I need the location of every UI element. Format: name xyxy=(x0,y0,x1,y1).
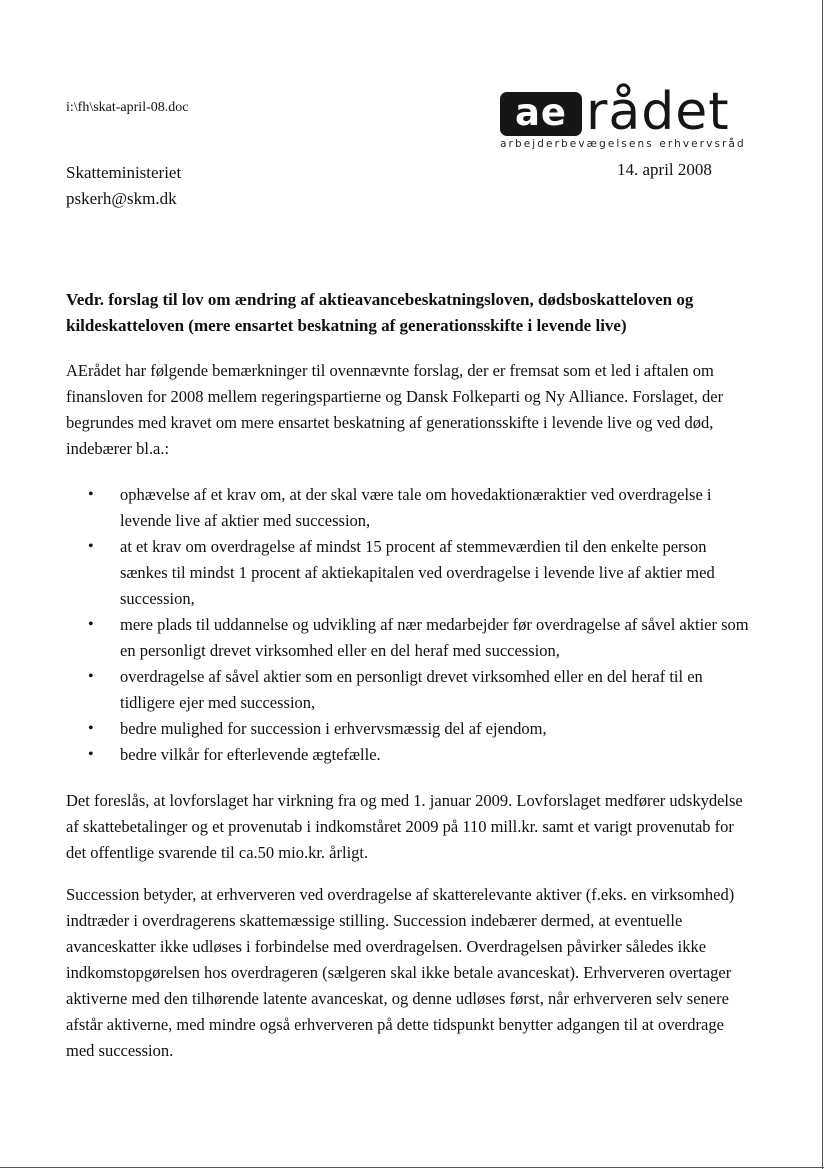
list-item-text: mere plads til uddannelse og udvikling af nær medarbejder før overdragelse af såvel aktier som en personligt drevet virksomhed eller en del heraf med succession, xyxy=(120,615,749,660)
file-path: i:\fh\skat-april-08.doc xyxy=(66,100,189,115)
intro-paragraph: AErådet har følgende bemærkninger til ovennævnte forslag, der er fremsat som et led i aftalen om finansloven for 2008 mellem regeringspartierne og Dansk Folkeparti og Ny Alliance. Forslaget, der begrundes med kravet om mere ensartet beskatning af generationsskifte i levende live og ved død, indebærer bl.a.: xyxy=(66,361,724,458)
list-item xyxy=(88,664,758,716)
recipient-block xyxy=(66,160,181,212)
bullet-icon: • xyxy=(88,746,94,763)
list-item-text: bedre vilkår for efterlevende ægtefælle. xyxy=(120,745,381,764)
list-item-text: at et krav om overdragelse af mindst 15 procent af stemmeværdien til den enkelte person sænkes til mindst 1 procent af aktiekapitalen ved overdragelse i levende live af aktier med succession, xyxy=(120,537,715,608)
list-item-text: overdragelse af såvel aktier som en personligt drevet virksomhed eller en del heraf til en tidligere ejer med succession, xyxy=(120,667,703,712)
succession-paragraph: Succession betyder, at erhververen ved overdragelse af skatterelevante aktiver (f.eks. en virksomhed) indtræder i overdragerens skattemæssige stilling. Succession indebærer dermed, at eventuelle avanceskatter ikke udløses i forbindelse med overdragelsen. Overdragelsen påvirker således ikke indkomstopgørelsen hos overdrageren (sælgeren skal ikke betale avanceskat). Erhververen overtager aktiverne med den tilhørende latente avanceskat, og denne udløses først, når erhververen selv senere afstår aktiverne, med mindre også erhververen på dette tidspunkt benytter adgangen til at overdrage med succession. xyxy=(66,885,735,1060)
list-item xyxy=(88,742,758,768)
ae-raadet-logo xyxy=(500,82,758,154)
bullet-icon: • xyxy=(88,668,94,685)
list-item-text: bedre mulighed for succession i erhvervsmæssig del af ejendom, xyxy=(120,719,547,738)
list-item xyxy=(88,612,758,664)
list-item xyxy=(88,482,758,534)
list-item xyxy=(88,534,758,612)
bullet-icon: • xyxy=(88,538,94,555)
effect-paragraph: Det foreslås, at lovforslaget har virkning fra og med 1. januar 2009. Lovforslaget medfører udskydelse af skattebetalinger og et provenutab i indkomståret 2009 på 110 mill.kr. samt et varigt provenutab for det offentlige svarende til ca.50 mio.kr. årligt. xyxy=(66,791,743,862)
logo-word: rådet xyxy=(586,82,730,142)
bullet-list xyxy=(88,482,758,768)
bullet-icon: • xyxy=(88,616,94,633)
scan-edge-bottom xyxy=(0,1167,824,1168)
letter-date: 14. april 2008 xyxy=(617,160,712,179)
logo-box-text: ae xyxy=(500,92,582,136)
recipient-name: Skatteministeriet xyxy=(66,163,182,182)
subject-heading: Vedr. forslag til lov om ændring af aktieavancebeskatningsloven, dødsboskatteloven og kildeskatteloven (mere ensartet beskatning af generationsskifte i levende live) xyxy=(66,290,694,335)
scan-edge-right xyxy=(822,0,823,1169)
list-item xyxy=(88,716,758,742)
recipient-email: pskerh@skm.dk xyxy=(66,189,177,208)
logo-tagline: arbejderbevægelsens erhvervsråd xyxy=(500,138,746,150)
bullet-icon: • xyxy=(88,486,94,503)
list-item-text: ophævelse af et krav om, at der skal være tale om hovedaktionæraktier ved overdragelse i levende live af aktier med succession, xyxy=(120,485,712,530)
bullet-icon: • xyxy=(88,720,94,737)
